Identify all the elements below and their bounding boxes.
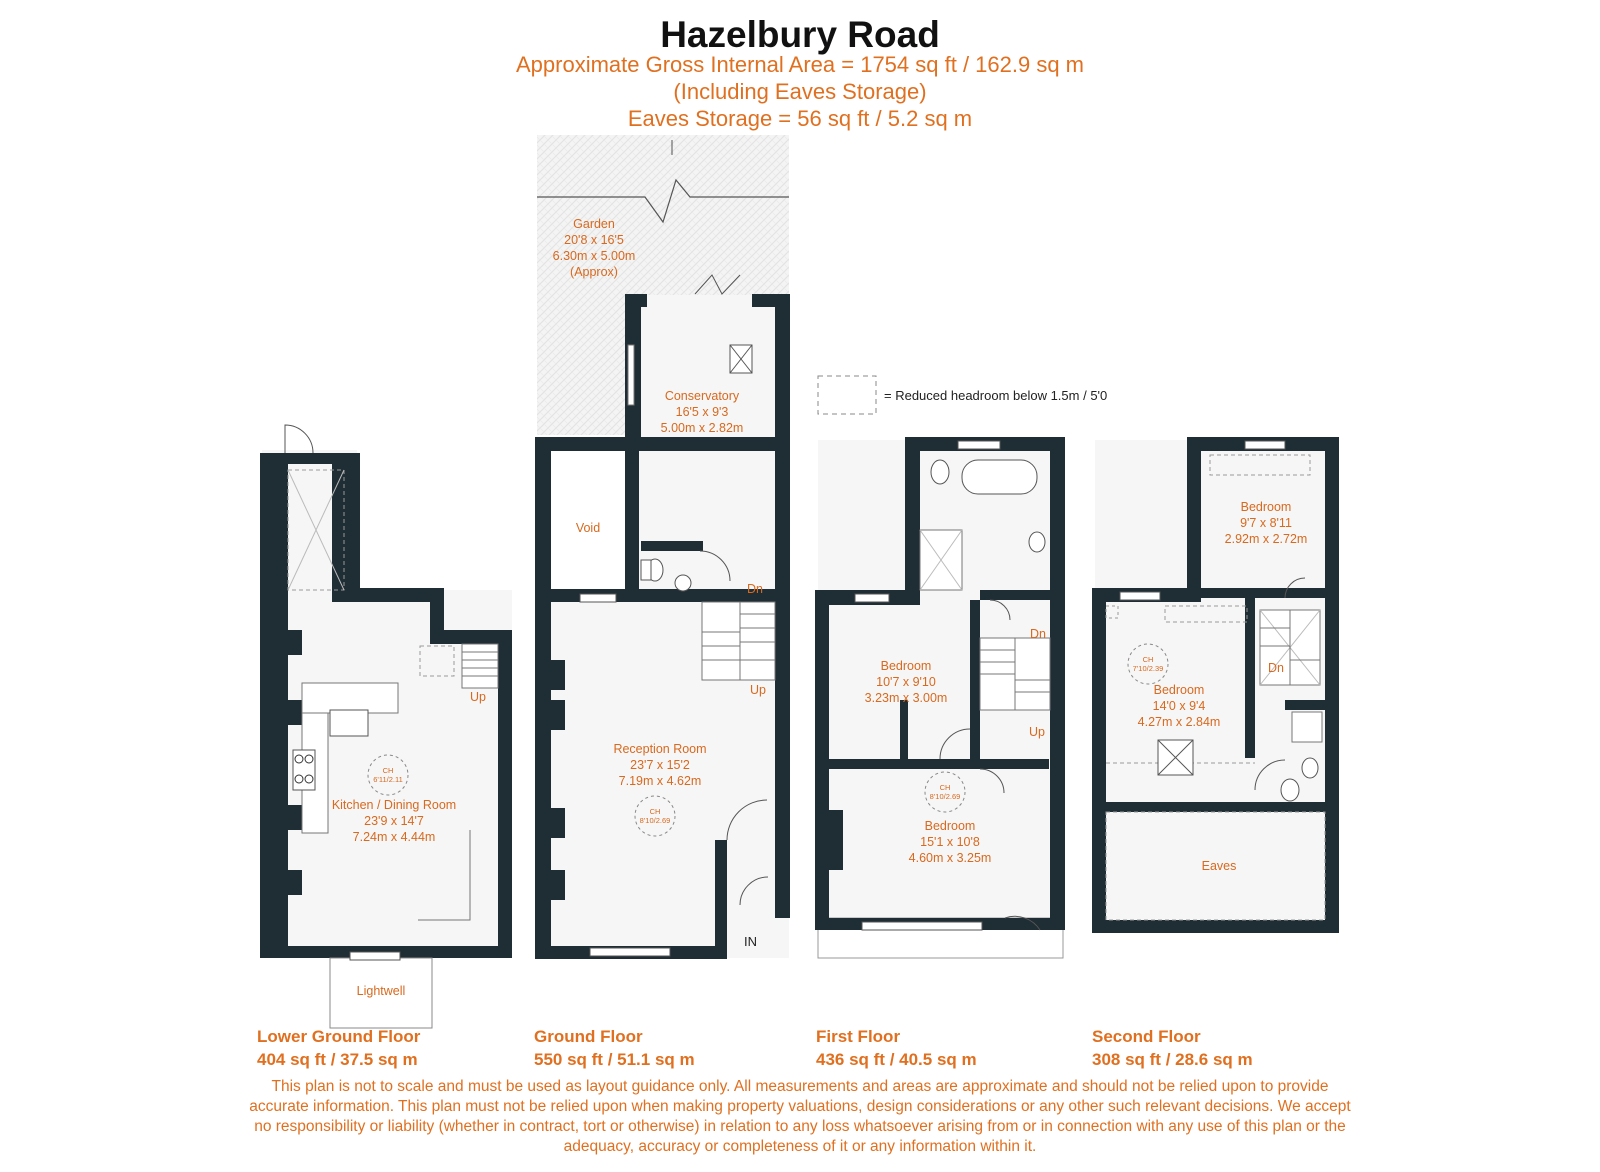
svg-text:15'1 x 10'8: 15'1 x 10'8 [920, 835, 980, 849]
void-label: Void [575, 521, 601, 535]
svg-text:20'8 x 16'5: 20'8 x 16'5 [564, 233, 624, 247]
floor-area-second: 308 sq ft / 28.6 sq m [1092, 1050, 1253, 1069]
floor-area-first: 436 sq ft / 40.5 sq m [816, 1050, 977, 1069]
svg-text:CH: CH [939, 783, 951, 792]
floor-area-lower-ground: 404 sq ft / 37.5 sq m [257, 1050, 418, 1069]
floor-area-ground: 550 sq ft / 51.1 sq m [534, 1050, 695, 1069]
svg-text:2.92m x 2.72m: 2.92m x 2.72m [1224, 532, 1308, 546]
legend-swatch [818, 376, 876, 414]
svg-text:14'0 x 9'4: 14'0 x 9'4 [1152, 699, 1206, 713]
floor-name-second: Second Floor [1092, 1027, 1201, 1046]
lightwell-label: Lightwell [356, 984, 406, 998]
svg-text:6'11/2.11: 6'11/2.11 [373, 775, 403, 784]
svg-text:Kitchen / Dining Room: Kitchen / Dining Room [331, 798, 457, 812]
stair-down-first: Dn [1030, 627, 1046, 641]
legend-text: = Reduced headroom below 1.5m / 5'0 [884, 388, 1108, 403]
floor-name-first: First Floor [816, 1027, 901, 1046]
disclaimer-text: This plan is not to scale and must be used as layout guidance only. All measurements and areas are approximate and should not be relied upon to provide accurate information. This plan must not be relied upon when making property valuations, design considerations or any other such relevant decisions. We accept no responsibility or liability (whether in contract, tort or otherwise) in relation to any loss whatsoever arising from or in connection with any use of this plan or the adequacy, accuracy or completeness of it or any information within it. [249, 1078, 1351, 1155]
lower-ground-floor-plan [260, 425, 512, 1028]
svg-text:10'7 x 9'10: 10'7 x 9'10 [876, 675, 936, 689]
svg-text:3.23m x 3.00m: 3.23m x 3.00m [864, 691, 948, 705]
eaves-area: Eaves Storage = 56 sq ft / 5.2 sq m [627, 106, 973, 131]
stair-down-second: Dn [1268, 661, 1284, 675]
svg-text:7.24m x 4.44m: 7.24m x 4.44m [352, 830, 436, 844]
stair-up-first: Up [1029, 725, 1045, 739]
gross-area: Approximate Gross Internal Area = 1754 sq ft / 162.9 sq m [515, 52, 1085, 77]
svg-text:Conservatory: Conservatory [664, 389, 740, 403]
stair-down-ground: Dn [747, 582, 763, 596]
svg-text:CH: CH [649, 807, 661, 816]
entrance-label: IN [744, 934, 757, 949]
svg-text:CH: CH [1142, 655, 1154, 664]
floor-name-ground: Ground Floor [534, 1027, 643, 1046]
stair-up-lower: Up [470, 690, 486, 704]
svg-text:Bedroom: Bedroom [880, 659, 932, 673]
svg-text:23'9 x 14'7: 23'9 x 14'7 [364, 814, 424, 828]
svg-text:Bedroom: Bedroom [1153, 683, 1205, 697]
svg-text:Garden: Garden [573, 217, 615, 231]
svg-text:Bedroom: Bedroom [1240, 500, 1292, 514]
svg-text:Bedroom: Bedroom [924, 819, 976, 833]
svg-text:4.27m x 2.84m: 4.27m x 2.84m [1137, 715, 1221, 729]
svg-text:16'5 x 9'3: 16'5 x 9'3 [675, 405, 729, 419]
svg-text:7'10/2.39: 7'10/2.39 [1132, 664, 1164, 673]
svg-text:23'7 x 15'2: 23'7 x 15'2 [630, 758, 690, 772]
eaves-label: Eaves [1201, 859, 1237, 873]
svg-text:7.19m x 4.62m: 7.19m x 4.62m [618, 774, 702, 788]
svg-text:6.30m x 5.00m: 6.30m x 5.00m [552, 249, 636, 263]
svg-text:8'10/2.69: 8'10/2.69 [929, 792, 961, 801]
svg-text:4.60m x 3.25m: 4.60m x 3.25m [908, 851, 992, 865]
svg-text:8'10/2.69: 8'10/2.69 [639, 816, 671, 825]
svg-text:CH: CH [382, 766, 394, 775]
svg-text:5.00m x 2.82m: 5.00m x 2.82m [660, 421, 744, 435]
page-title: Hazelbury Road [660, 14, 940, 55]
svg-text:9'7 x 8'11: 9'7 x 8'11 [1240, 516, 1292, 530]
floor-name-lower-ground: Lower Ground Floor [257, 1027, 421, 1046]
svg-text:Reception Room: Reception Room [613, 742, 707, 756]
stair-up-ground: Up [750, 683, 766, 697]
svg-text:(Approx): (Approx) [570, 265, 618, 279]
including-note: (Including Eaves Storage) [673, 79, 927, 104]
